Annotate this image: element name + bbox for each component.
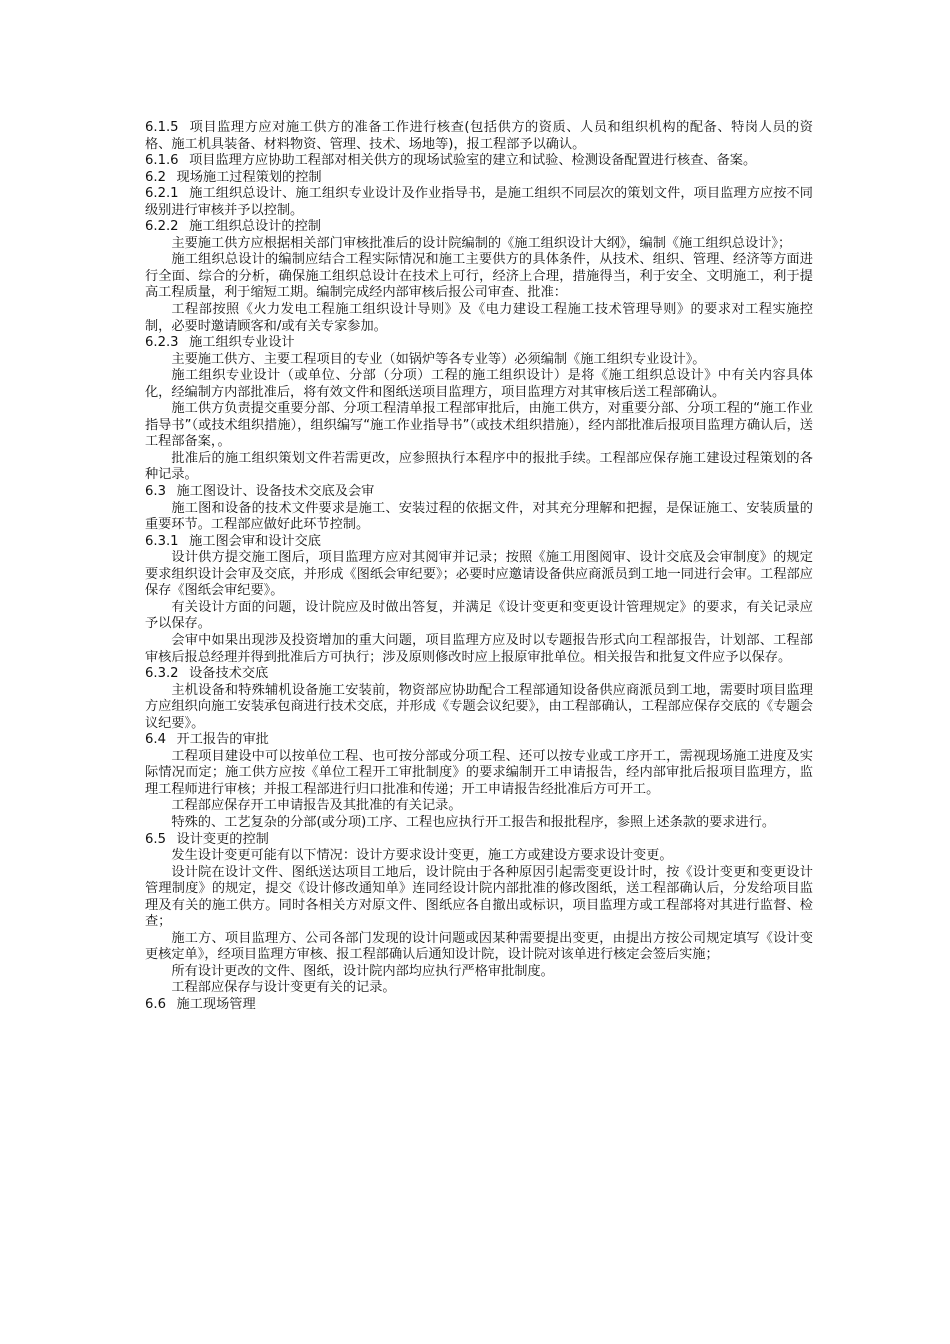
clause-number: 6.1.6 xyxy=(145,153,179,169)
clause-number: 6.1.5 xyxy=(145,120,179,135)
heading-text: 设备技术交底 xyxy=(189,666,269,682)
paragraph: 批准后的施工组织策划文件若需更改，应参照执行本程序中的报批手续。工程部应保存施工建设过程策划的各种记录。 xyxy=(145,450,813,483)
heading-6-2-2 xyxy=(145,219,813,236)
clause-number: 6.2.1 xyxy=(145,186,179,202)
paragraph: 特殊的、工艺复杂的分部(或分项)工序、工程也应执行开工报告和报批程序，参照上述条款的要求进行。 xyxy=(171,814,776,830)
heading-6-4 xyxy=(145,732,813,749)
heading-number: 6.2 xyxy=(145,169,166,185)
paragraph: 主机设备和特殊辅机设备施工安装前，物资部应协助配合工程部通知设备供应商派员到工地，需要时项目监理方应组织向施工安装承包商进行技术交底，并形成《专题会议纪要》，由工程部确认，工程部应保存交底的《专题会议纪要》。 xyxy=(145,682,813,731)
paragraph: 所有设计更改的文件、图纸，设计院内部均应执行严格审批制度。 xyxy=(171,963,554,979)
paragraph: 有关设计方面的问题，设计院应及时做出答复，并满足《设计变更和变更设计管理规定》的要求，有关记录应予以保存。 xyxy=(145,599,813,632)
heading-6-2 xyxy=(145,170,813,187)
paragraph: 工程部应保存与设计变更有关的记录。 xyxy=(171,980,396,996)
heading-number: 6.6 xyxy=(145,996,166,1012)
clause-text: 项目监理方应对施工供方的准备工作进行核查(包括供方的资质、人员和组织机构的配备、特岗人员的资格、施工机具装备、材料物资、管理、技术、场地等)，报工程部予以确认。 xyxy=(145,120,813,152)
paragraph: 施工方、项目监理方、公司各部门发现的设计问题或因某种需要提出变更，由提出方按公司规定填写《设计变更核定单》，经项目监理方审核、报工程部确认后通知设计院，设计院对该单进行核定会签后实施； xyxy=(145,930,813,963)
heading-text: 施工图设计、设备技术交底及会审 xyxy=(176,484,375,500)
paragraph: 施工组织总设计的编制应结合工程实际情况和施工主要供方的具体条件，从技术、组织、管理、经济等方面进行全面、综合的分析，确保施工组织总设计在技术上可行，经济上合理，措施得当，利于安全、文明施工，利于提高工程质量，利于缩短工期。编制完成经内部审核后报公司审查、批准： xyxy=(145,252,813,301)
heading-number: 6.5 xyxy=(145,831,166,847)
heading-text: 施工图会审和设计交底 xyxy=(189,533,321,549)
heading-number: 6.2.3 xyxy=(145,335,179,351)
paragraph: 工程部按照《火力发电工程施工组织设计导则》及《电力建设工程施工技术管理导则》的要求对工程实施控制，必要时邀请顾客和/或有关专家参加。 xyxy=(145,302,813,334)
heading-text: 设计变更的控制 xyxy=(176,831,269,847)
heading-number: 6.3.2 xyxy=(145,666,179,682)
document-page xyxy=(145,120,813,1014)
paragraph: 施工组织专业设计（或单位、分部（分项）工程的施工组织设计）是将《施工组织总设计》中有关内容具体化，经编制方内部批准后，将有效文件和图纸送项目监理方，项目监理方对其审核后送工程部确认。 xyxy=(145,368,813,400)
heading-6-6 xyxy=(145,997,813,1014)
paragraph: 会审中如果出现涉及投资增加的重大问题，项目监理方应及时以专题报告形式向工程部报告，计划部、工程部审核后报总经理并得到批准后方可执行；涉及原则修改时应上报原审批单位。相关报告和批复文件应予以保存。 xyxy=(145,632,813,665)
paragraph: 主要施工供方应根据相关部门审核批准后的设计院编制的《施工组织设计大纲》，编制《施工组织总设计》； xyxy=(171,235,792,251)
heading-number: 6.3.1 xyxy=(145,533,179,549)
heading-text: 开工报告的审批 xyxy=(176,732,269,748)
paragraph: 施工图和设备的技术文件要求是施工、安装过程的依据文件，对其充分理解和把握，是保证施工、安装质量的重要环节。工程部应做好此环节控制。 xyxy=(145,500,813,533)
clause-6-1-6 xyxy=(145,153,813,170)
heading-number: 6.2.2 xyxy=(145,219,179,235)
heading-6-3 xyxy=(145,484,813,501)
paragraph: 工程项目建设中可以按单位工程、也可按分部或分项工程、还可以按专业或工序开工，需视现场施工进度及实际情况而定；施工供方应按《单位工程开工审批制度》的要求编制开工申请报告，经内部审批后报项目监理方，监理工程师进行审核；并报工程部进行归口批准和传递；开工申请报告经批准后方可开工。 xyxy=(145,748,813,797)
heading-6-3-1 xyxy=(145,534,813,551)
heading-text: 施工组织专业设计 xyxy=(189,335,295,351)
paragraph: 设计供方提交施工图后，项目监理方应对其阅审并记录；按照《施工用图阅审、设计交底及会审制度》的规定要求组织设计会审及交底，并形成《图纸会审纪要》；必要时应邀请设备供应商派员到工地一同进行会审。工程部应保存《图纸会审纪要》。 xyxy=(145,550,813,599)
heading-6-3-2 xyxy=(145,666,813,683)
paragraph: 工程部应保存开工申请报告及其批准的有关记录。 xyxy=(171,798,462,814)
clause-text: 项目监理方应协助工程部对相关供方的现场试验室的建立和试验、检测设备配置进行核查、备案。 xyxy=(189,153,757,169)
heading-text: 现场施工过程策划的控制 xyxy=(176,169,322,185)
clause-6-2-1 xyxy=(145,186,813,219)
heading-text: 施工组织总设计的控制 xyxy=(189,219,321,235)
heading-text: 施工现场管理 xyxy=(176,996,256,1012)
heading-number: 6.3 xyxy=(145,484,166,500)
paragraph: 主要施工供方、主要工程项目的专业（如锅炉等各专业等）必须编制《施工组织专业设计》。 xyxy=(171,351,706,367)
paragraph: 施工供方负责提交重要分部、分项工程清单报工程部审批后，由施工供方，对重要分部、分项工程的“施工作业指导书”（或技术组织措施），组织编写“施工作业指导书”（或技术组织措施），经内部批准后报项目监理方确认后，送工程部备案，。 xyxy=(145,401,813,450)
clause-6-1-5 xyxy=(145,120,813,153)
clause-text: 施工组织总设计、施工组织专业设计及作业指导书，是施工组织不同层次的策划文件，项目监理方应按不同级别进行审核并予以控制。 xyxy=(145,186,813,218)
paragraph: 发生设计变更可能有以下情况：设计方要求设计变更，施工方或建设方要求设计变更。 xyxy=(171,848,673,864)
heading-number: 6.4 xyxy=(145,732,166,748)
paragraph: 设计院在设计文件、图纸送达项目工地后，设计院由于各种原因引起需变更设计时，按《设计变更和变更设计管理制度》的规定，提交《设计修改通知单》连同经设计院内部批准的修改图纸，送工程部确认后，分发给项目监理及有关的施工供方。同时各相关方对原文件、图纸应各自撤出或标识，项目监理方或工程部将对其进行监督、检查； xyxy=(145,864,813,930)
heading-6-5 xyxy=(145,832,813,849)
heading-6-2-3 xyxy=(145,335,813,352)
